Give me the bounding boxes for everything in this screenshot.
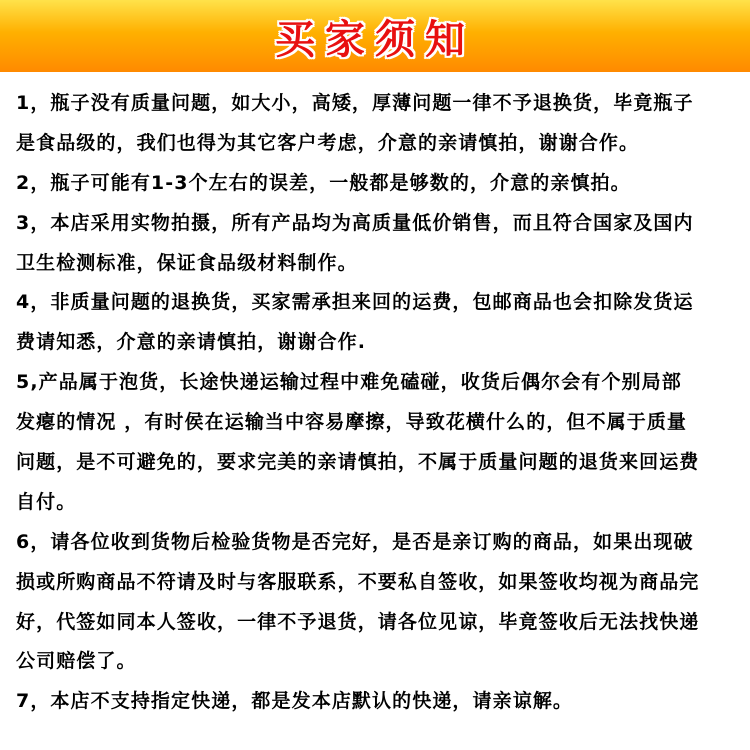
notice-line: 7，本店不支持指定快递，都是发本店默认的快递，请亲谅解。 — [16, 690, 574, 713]
page-title: 买家须知 — [275, 16, 475, 63]
notice-line: 好，代签如同本人签收，一律不予退货，请各位见谅，毕竟签收后无法找快递 — [16, 610, 700, 633]
notice-line: 公司赔偿了。 — [16, 650, 137, 673]
notice-line: 3，本店采用实物拍摄，所有产品均为高质量低价销售，而且符合国家及国内 — [16, 211, 694, 234]
title-banner — [0, 0, 750, 72]
notice-content — [16, 84, 740, 722]
notice-line: 问题，是不可避免的，要求完美的亲请慎拍，不属于质量问题的退货来回运费 — [16, 451, 700, 474]
notice-line: 卫生检测标准，保证食品级材料制作。 — [16, 251, 358, 274]
notice-line: 5,产品属于泡货，长途快递运输过程中难免磕碰，收货后偶尔会有个别局部 — [16, 371, 682, 394]
notice-line: 2，瓶子可能有1-3个左右的误差，一般都是够数的，介意的亲慎拍。 — [16, 171, 631, 194]
notice-line: 6，请各位收到货物后检验货物是否完好，是否是亲订购的商品，如果出现破 — [16, 530, 694, 553]
notice-line: 4，非质量问题的退换货，买家需承担来回的运费，包邮商品也会扣除发货运 — [16, 291, 694, 314]
notice-line: 是食品级的，我们也得为其它客户考虑，介意的亲请慎拍，谢谢合作。 — [16, 131, 640, 154]
notice-line: 发瘪的情况 ，有时侯在运输当中容易摩擦，导致花横什么的，但不属于质量 — [16, 411, 688, 434]
notice-line: 自付。 — [16, 490, 77, 513]
notice-line: 1，瓶子没有质量问题，如大小，高矮，厚薄问题一律不予退换货，毕竟瓶子 — [16, 92, 694, 114]
notice-line: 损或所购商品不符请及时与客服联系，不要私自签收，如果签收均视为商品完 — [16, 570, 700, 593]
notice-line: 费请知悉，介意的亲请慎拍，谢谢合作. — [16, 331, 367, 354]
